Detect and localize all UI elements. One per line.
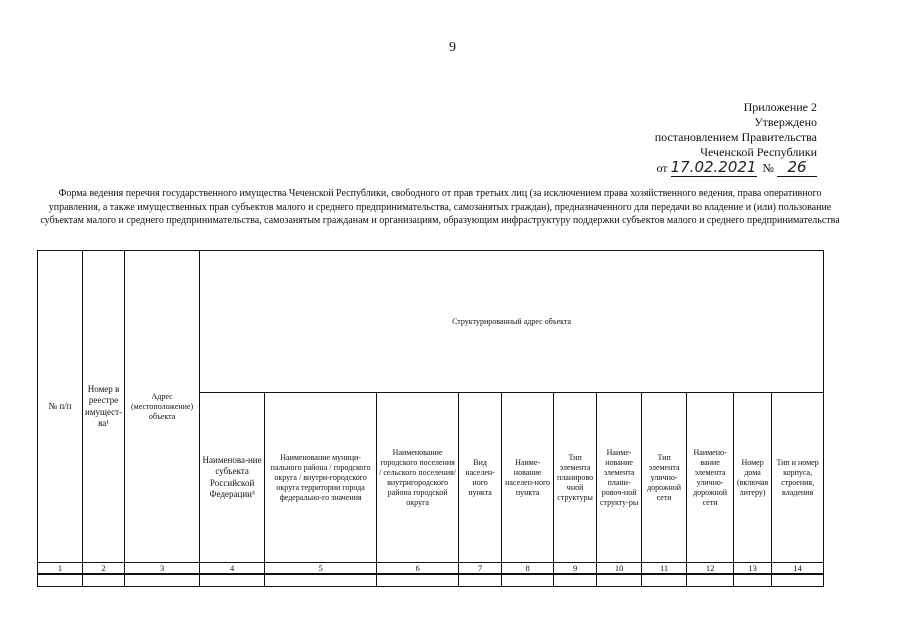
approval-date-line — [656, 158, 817, 177]
header-road-element-name: Наимено-вание элемента улично-дорожной сети — [687, 393, 734, 563]
column-number: 2 — [83, 563, 125, 575]
empty-cell — [83, 574, 125, 586]
header-structured-address: Структурированный адрес объекта — [200, 251, 824, 393]
resolution-label: постановлением Правительства — [654, 130, 817, 144]
empty-cell — [459, 574, 502, 586]
header-road-element-type: Тип элемента улично-дорожной сети — [642, 393, 687, 563]
column-number: 6 — [377, 563, 459, 575]
header-federal-subject: Наименова-ние субъекта Российской Федерации³ — [200, 393, 265, 563]
empty-cell — [502, 574, 554, 586]
empty-data-row — [38, 574, 824, 586]
property-register-table — [37, 250, 824, 587]
column-number: 11 — [642, 563, 687, 575]
column-number: 4 — [200, 563, 265, 575]
header-locality-type: Вид населен-ного пункта — [459, 393, 502, 563]
header-locality-name: Наиме-нование населен-ного пункта — [502, 393, 554, 563]
header-planning-element-type: Тип элемента планирово чной структуры — [554, 393, 597, 563]
header-planning-element-name: Наиме-нование элемента плани-ровоч-ной структу-ры — [597, 393, 642, 563]
empty-cell — [734, 574, 772, 586]
header-building-number: Тип и номер корпуса, строения, владения — [772, 393, 824, 563]
header-registry-number: Номер в реестре имущест-ва¹ — [83, 251, 125, 563]
empty-cell — [772, 574, 824, 586]
empty-cell — [200, 574, 265, 586]
appendix-label: Приложение 2 — [743, 100, 817, 114]
column-number: 9 — [554, 563, 597, 575]
column-number: 13 — [734, 563, 772, 575]
republic-label: Чеченской Республики — [700, 145, 817, 159]
empty-cell — [377, 574, 459, 586]
header-house-number: Номер дома (включая литеру) — [734, 393, 772, 563]
column-number: 14 — [772, 563, 824, 575]
column-number: 1 — [38, 563, 83, 575]
column-number: 3 — [125, 563, 200, 575]
handwritten-date: 17.02.2021 — [670, 158, 757, 176]
empty-cell — [125, 574, 200, 586]
form-title: Форма ведения перечня государственного имущества Чеченской Республики, свободного от прав третьих лиц (за исключением права хозяйственного ведения, права оперативного управления, а также имущественных прав субъектов малого и среднего предпринимательства, самозанятых граждан), предназначенного для передачи во владение и (или) пользование субъектам малого и среднего предпринимательства, самозанятым гражданам и организациям, образующим инфраструктуру поддержки субъектов малого и среднего предпринимательства — [40, 188, 840, 226]
header-settlement: Наименование городского поселения / сельского поселения/ внутригородского района городской округа — [377, 393, 459, 563]
number-prefix: № — [762, 161, 774, 175]
column-number: 7 — [459, 563, 502, 575]
column-number: 8 — [502, 563, 554, 575]
approved-label: Утверждено — [754, 115, 817, 129]
handwritten-number: 26 — [777, 158, 817, 177]
page-number: 9 — [449, 40, 456, 55]
empty-cell — [597, 574, 642, 586]
column-number: 10 — [597, 563, 642, 575]
column-number: 12 — [687, 563, 734, 575]
empty-cell — [642, 574, 687, 586]
empty-cell — [265, 574, 377, 586]
header-municipal-district: Наименование муници-пального района / городского округа / внутри-городского округа территории города федерально-го значения — [265, 393, 377, 563]
empty-cell — [687, 574, 734, 586]
header-address: Адрес (местоположение) объекта — [125, 251, 200, 563]
empty-cell — [554, 574, 597, 586]
empty-cell — [38, 574, 83, 586]
header-row-number: № п/п — [38, 251, 83, 563]
column-number: 5 — [265, 563, 377, 575]
date-prefix: от — [656, 161, 668, 175]
